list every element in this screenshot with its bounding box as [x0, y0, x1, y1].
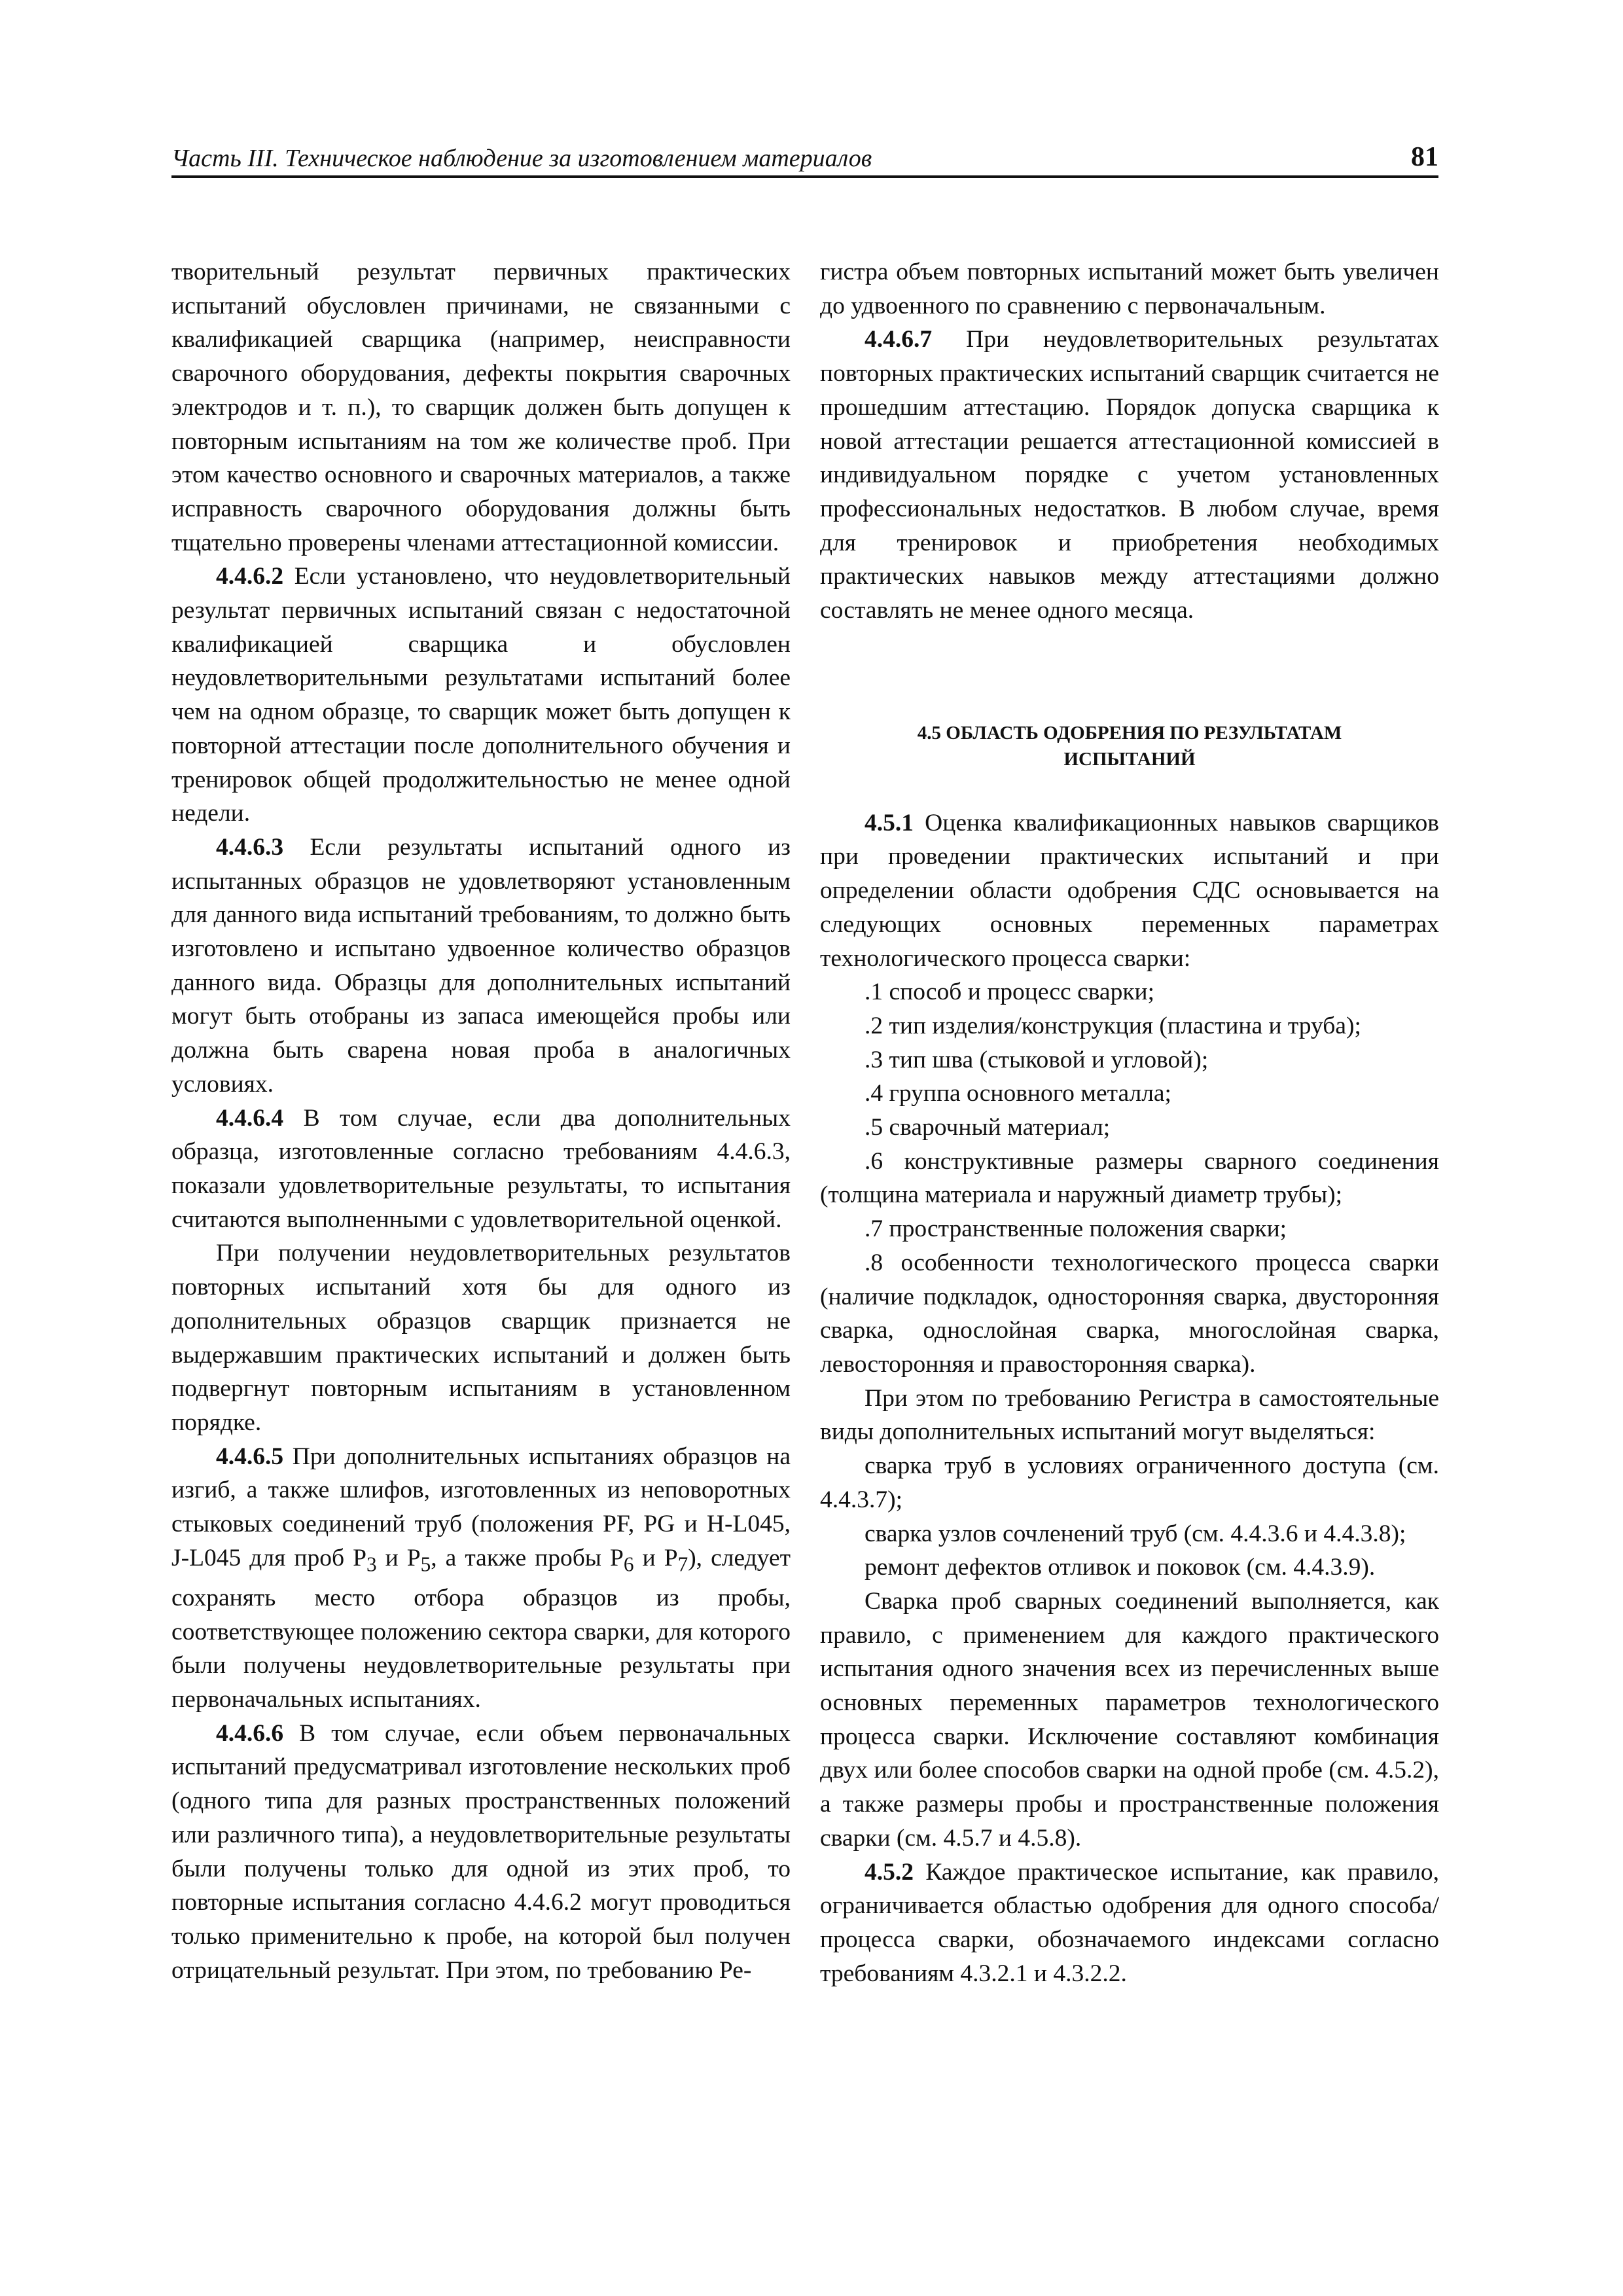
paragraph-text: и P [376, 1544, 421, 1571]
section-heading-line: 4.5 ОБЛАСТЬ ОДОБРЕНИЯ ПО РЕЗУЛЬТАТАМ [917, 722, 1342, 744]
paragraph-4-4-6-6 [171, 1717, 791, 1988]
clause-number: 4.4.6.6 [216, 1719, 284, 1747]
paragraph: сварка труб в условиях ограниченного доступа (см. 4.4.3.7); [820, 1452, 1439, 1513]
paragraph-text: Каждое практическое испытание, как правило, ограничивается областью одобрения для одного способа/процесса сварки, обозначаемого индексами согласно требованиям 4.3.2.1 и 4.3.2.2. [820, 1858, 1439, 1987]
paragraph: творительный результат первичных практических испытаний обусловлен причинами, не связанными с квалификацией сварщика (например, неисправности сварочного оборудования, дефекты покрытия сварочных электродов и т. п.), то сварщик должен быть допущен к повторным испытаниям на том же количестве проб. При этом качество основного и сварочных материалов, а также исправность сварочного оборудования должны быть тщательно проверены членами аттестационной комиссии. [171, 259, 791, 556]
paragraph: гистра объем повторных испытаний может быть увеличен до удвоенного по сравнению с первоначальным. [820, 259, 1439, 319]
clause-number: 4.4.6.7 [865, 326, 933, 353]
header-rule [171, 175, 1438, 178]
paragraph-text: Если установлено, что неудовлетворительный результат первичных испытаний связан с недостаточной квалификацией сварщика и обусловлен неудовлетворительными результатами испытаний более чем на одном образце, то сварщик может быть допущен к повторной аттестации после дополнительного обучения и тренировок общей продолжительностью не менее одной недели. [171, 563, 791, 827]
clause-number: 4.4.6.4 [216, 1104, 284, 1132]
list-item: .2 тип изделия/конструкция (пластина и труба); [865, 1012, 1361, 1039]
list-item: .8 особенности технологического процесса сварки (наличие подкладок, односторонняя сварка, двусторонняя сварка, однослойная сварка, многослойная сварка, левосторонняя и правосторонняя сварка). [820, 1249, 1439, 1378]
right-column [820, 255, 1439, 1990]
subscript: 7 [677, 1552, 688, 1576]
paragraph-text: В том случае, если два дополнительных образца, изготовленные согласно требованиям 4.4.6.3, показали удовлетворительные результаты, то испытания считаются выполненными с удовлетворительной оценкой. [171, 1104, 791, 1233]
paragraph-4-4-6-7 [820, 323, 1439, 627]
spacer [820, 772, 1439, 806]
paragraph-text: В том случае, если объем первоначальных испытаний предусматривал изготовление нескольких проб (одного типа для разных пространственных положений или различного типа), а неудовлетворительные результаты были получены только для одной из этих проб, то повторные испытания согласно 4.4.6.2 могут проводиться только применительно к пробе, на которой был получен отрицательный результат. При этом, по требованию Ре- [171, 1719, 791, 1984]
subscript: 5 [420, 1552, 431, 1576]
paragraph: ремонт дефектов отливок и поковок (см. 4.4.3.9). [865, 1554, 1376, 1581]
list-item: .7 пространственные положения сварки; [865, 1215, 1287, 1243]
paragraph-text: , а также пробы P [431, 1544, 624, 1571]
paragraph-text: Оценка квалификационных навыков сварщиков при проведении практических испытаний и при определении области одобрения СДС основывается на следующих основных переменных параметрах технологического процесса сварки: [820, 809, 1439, 972]
subscript: 6 [623, 1552, 634, 1576]
list-item: .1 способ и процесс сварки; [865, 978, 1155, 1006]
list-item: .4 группа основного металла; [865, 1080, 1171, 1107]
paragraph-text: ), следует сохранять место отбора образцов из пробы, соответствующее положению сектора сварки, для которого были получены неудовлетворительные результаты при первоначальных испытаниях. [171, 1544, 791, 1713]
paragraph-text: При дополнительных испытаниях образцов на изгиб, а также шлифов, изготовленных из неповоротных стыковых соединений труб (положения PF, PG и H-L045, J-L045 для проб P [171, 1443, 791, 1571]
paragraph: При получении неудовлетворительных результатов повторных испытаний хотя бы для одного из дополнительных образцов сварщик признается не выдержавшим практических испытаний и должен быть подвергнут повторным испытаниям в установленном порядке. [171, 1240, 791, 1436]
list-item: .3 тип шва (стыковой и угловой); [865, 1046, 1209, 1073]
spacer [820, 628, 1439, 720]
list-item: .5 сварочный материал; [865, 1114, 1111, 1141]
clause-number: 4.4.6.2 [216, 563, 284, 590]
paragraph: сварка узлов сочленений труб (см. 4.4.3.6 и 4.4.3.8); [865, 1520, 1406, 1547]
paragraph-text: При неудовлетворительных результатах повторных практических испытаний сварщик считается не прошедшим аттестацию. Порядок допуска сварщика к новой аттестации решается аттестационной комиссией в индивидуальном порядке с учетом установленных профессиональных недостатков. В любом случае, время для тренировок и приобретения необходимых практических навыков между аттестациями должно составлять не менее одного месяца. [820, 326, 1439, 624]
section-heading-line: ИСПЫТАНИЙ [1063, 748, 1196, 770]
clause-number: 4.5.2 [865, 1858, 914, 1886]
section-heading [820, 720, 1439, 772]
paragraph-4-4-6-4 [171, 1102, 791, 1237]
paragraph-4-4-6-3 [171, 831, 791, 1102]
clause-number: 4.4.6.3 [216, 833, 284, 861]
paragraph-4-4-6-5 [171, 1440, 791, 1717]
left-column [171, 255, 791, 1987]
clause-number: 4.4.6.5 [216, 1443, 284, 1470]
paragraph-text: и P [633, 1544, 678, 1571]
running-header [171, 139, 1438, 177]
paragraph-4-5-2 [820, 1856, 1439, 1991]
paragraph-4-5-1 [820, 806, 1439, 976]
list-item: .6 конструктивные размеры сварного соединения (толщина материала и наружный диаметр трубы); [820, 1147, 1439, 1209]
subscript: 3 [366, 1552, 377, 1576]
paragraph-4-4-6-2 [171, 560, 791, 831]
paragraph: Сварка проб сварных соединений выполняется, как правило, с применением для каждого практического испытания одного значения всех из перечисленных выше основных переменных параметров технологического процесса сварки. Исключение составляют комбинация двух или более способов сварки на одной пробе (см. 4.5.2), а также размеры пробы и пространственные положения сварки (см. 4.5.7 и 4.5.8). [820, 1587, 1439, 1852]
paragraph: При этом по требованию Регистра в самостоятельные виды дополнительных испытаний могут выделяться: [820, 1384, 1439, 1446]
header-title: Часть III. Техническое наблюдение за изготовлением материалов [171, 145, 872, 172]
clause-number: 4.5.1 [865, 809, 914, 836]
paragraph-text: Если результаты испытаний одного из испытанных образцов не удовлетворяют установленным для данного вида испытаний требованиям, то должно быть изготовлено и испытано удвоенное количество образцов данного вида. Образцы для дополнительных испытаний могут быть отобраны из запаса имеющейся пробы или должна быть сварена новая проба в аналогичных условиях. [171, 833, 791, 1098]
page-number: 81 [1411, 142, 1438, 172]
